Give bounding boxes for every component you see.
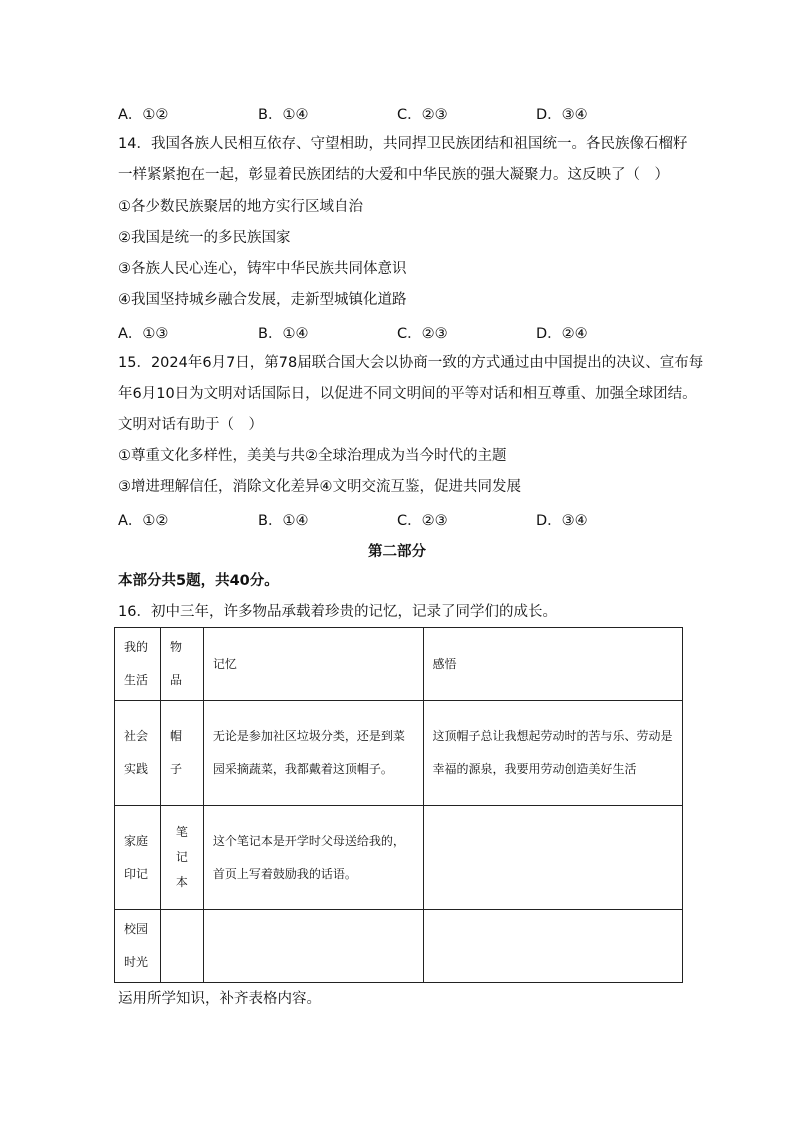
q15-statement-1: ①尊重文化多样性，美美与共②全球治理成为当今时代的主题 (118, 448, 507, 464)
memory-table (114, 627, 683, 983)
table-row (115, 806, 683, 910)
q14-statement-3: ③各族人民心连心，铸牢中华民族共同体意识 (118, 261, 407, 277)
section-summary: 本部分共5题，共40分。 (118, 573, 279, 589)
q14-options (118, 322, 678, 342)
cell-insight-blank[interactable] (423, 910, 683, 983)
q15-option-a[interactable]: A．①② (118, 513, 169, 529)
q14-stem-line-2: 一样紧紧抱在一起，彰显着民族团结的大爱和中华民族的强大凝聚力。这反映了（ ） (118, 167, 669, 183)
cell-insight-blank[interactable] (423, 806, 683, 910)
q13-option-a[interactable]: A．①② (118, 107, 169, 123)
cell-memory: 这个笔记本是开学时父母送给我的，首页上写着鼓励我的话语。 (203, 806, 423, 910)
q14-statement-4: ④我国坚持城乡融合发展，走新型城镇化道路 (118, 292, 407, 308)
q13-options (118, 103, 678, 123)
section-title: 第二部分 (368, 544, 426, 560)
table-row (115, 910, 683, 983)
q15-stem-line-2: 年6月10日为文明对话国际日，以促进不同文明间的平等对话和相互尊重、加强全球团结。 (118, 386, 697, 402)
cell-memory: 无论是参加社区垃圾分类，还是到菜园采摘蔬菜，我都戴着这顶帽子。 (203, 701, 423, 806)
cell-life: 校园时光 (115, 910, 161, 983)
q16-stem: 16．初中三年，许多物品承载着珍贵的记忆，记录了同学们的成长。 (118, 604, 557, 620)
cell-item-text: 笔记本 (175, 825, 188, 889)
header-insight: 感悟 (423, 628, 683, 701)
q15-statement-2: ③增进理解信任，消除文化差异④文明交流互鉴，促进共同发展 (118, 479, 521, 495)
cell-item (160, 806, 203, 910)
header-memory: 记忆 (203, 628, 423, 701)
q14-option-b[interactable]: B．①④ (258, 326, 309, 342)
cell-insight: 这顶帽子总让我想起劳动时的苦与乐、劳动是幸福的源泉，我要用劳动创造美好生活 (423, 701, 683, 806)
q14-option-c[interactable]: C．②③ (397, 326, 448, 342)
q13-option-b[interactable]: B．①④ (258, 107, 309, 123)
cell-item: 帽子 (160, 701, 203, 806)
table-header-row (115, 628, 683, 701)
q14-option-d[interactable]: D．②④ (536, 326, 588, 342)
header-item: 物品 (160, 628, 203, 701)
q14-stem-line-1: 14．我国各族人民相互依存、守望相助，共同捍卫民族团结和祖国统一。各民族像石榴籽 (118, 136, 688, 152)
q15-options (118, 509, 678, 529)
q14-statement-1: ①各少数民族聚居的地方实行区域自治 (118, 199, 363, 215)
q15-option-c[interactable]: C．②③ (397, 513, 448, 529)
q14-statement-2: ②我国是统一的多民族国家 (118, 230, 291, 246)
cell-life: 社会实践 (115, 701, 161, 806)
cell-memory-blank[interactable] (203, 910, 423, 983)
q14-option-a[interactable]: A．①③ (118, 326, 169, 342)
table-row (115, 701, 683, 806)
q15-option-d[interactable]: D．③④ (536, 513, 588, 529)
header-life: 我的生活 (115, 628, 161, 701)
q15-stem-line-1: 15．2024年6月7日，第78届联合国大会以协商一致的方式通过由中国提出的决议、宣布每 (118, 355, 704, 371)
q16-instruction: 运用所学知识，补齐表格内容。 (118, 991, 321, 1007)
q15-option-b[interactable]: B．①④ (258, 513, 309, 529)
cell-item-blank[interactable] (160, 910, 203, 983)
cell-life: 家庭印记 (115, 806, 161, 910)
q13-option-c[interactable]: C．②③ (397, 107, 448, 123)
q15-stem-line-3: 文明对话有助于（ ） (118, 417, 263, 433)
q13-option-d[interactable]: D．③④ (536, 107, 588, 123)
